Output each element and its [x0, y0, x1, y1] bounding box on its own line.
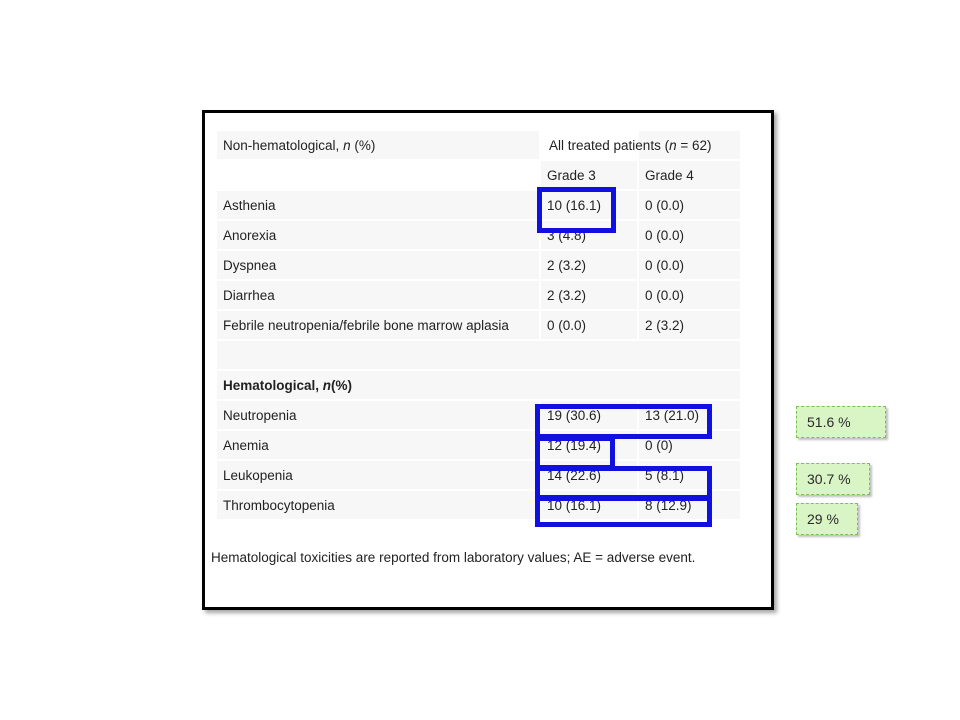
- row-grade3: 14 (22.6): [540, 460, 638, 490]
- header-group-suffix: = 62): [676, 137, 712, 153]
- header-group-var: n: [669, 137, 677, 153]
- row-grade3: 2 (3.2): [540, 280, 638, 310]
- table-footnote: Hematological toxicities are reported from laboratory values; AE = adverse event.: [211, 550, 696, 565]
- hematological-section-row: [216, 370, 741, 400]
- percentage-badge: 30.7 %: [796, 463, 870, 495]
- header-group: [549, 130, 741, 160]
- highlight-leukopenia-both: [535, 466, 712, 500]
- highlight-thrombocytopenia-both: [535, 496, 712, 527]
- table-row: [216, 190, 741, 220]
- table-spacer-row: [216, 340, 741, 370]
- row-grade4: 0 (0): [638, 430, 741, 460]
- row-grade3: 2 (3.2): [540, 250, 638, 280]
- table-row: [216, 310, 741, 340]
- toxicity-table: [215, 129, 742, 521]
- highlight-asthenia-grade3: [537, 187, 616, 233]
- row-grade3: 3 (4.8): [540, 220, 638, 250]
- percentage-badge: 51.6 %: [796, 406, 886, 438]
- row-grade3: 0 (0.0): [540, 310, 638, 340]
- hematological-section-header: [216, 370, 741, 400]
- header-grade4: Grade 4: [638, 160, 741, 190]
- header-category-suffix: (%): [350, 137, 376, 153]
- row-name: Leukopenia: [216, 460, 540, 490]
- row-grade4: 8 (12.9): [638, 490, 741, 520]
- table-row: [216, 220, 741, 250]
- header-category-text: Non-hematological,: [223, 137, 344, 153]
- row-grade4: 0 (0.0): [638, 250, 741, 280]
- row-grade3: 10 (16.1): [540, 490, 638, 520]
- row-name: Anorexia: [216, 220, 540, 250]
- row-name: Neutropenia: [216, 400, 540, 430]
- section-header-suffix: (%): [331, 377, 353, 393]
- row-grade4: 0 (0.0): [638, 220, 741, 250]
- percentage-badge: 29 %: [796, 503, 858, 535]
- row-grade4: 13 (21.0): [638, 400, 741, 430]
- table-header-row: [216, 130, 741, 160]
- row-name: Thrombocytopenia: [216, 490, 540, 520]
- highlight-neutropenia-both: [535, 404, 712, 439]
- row-grade3: 19 (30.6): [540, 400, 638, 430]
- row-grade3: 12 (19.4): [540, 430, 638, 460]
- header-category: [216, 130, 540, 160]
- header-grade3: Grade 3: [540, 160, 638, 190]
- table-grade-row: [216, 160, 741, 190]
- table-frame: [202, 110, 774, 610]
- highlight-anemia-grade3: [535, 436, 615, 470]
- table-row: [216, 280, 741, 310]
- row-grade4: 2 (3.2): [638, 310, 741, 340]
- row-name: Febrile neutropenia/febrile bone marrow aplasia: [216, 310, 540, 340]
- row-name: Diarrhea: [216, 280, 540, 310]
- header-group-text: All treated patients (: [549, 137, 670, 153]
- spacer-cell: [216, 340, 741, 370]
- row-grade3: 10 (16.1): [540, 190, 638, 220]
- row-grade4: 0 (0.0): [638, 280, 741, 310]
- header-category-var: n: [343, 137, 351, 153]
- section-header-var: n: [322, 377, 332, 393]
- grade-row-spacer: [216, 160, 540, 190]
- table-row: [216, 250, 741, 280]
- row-name: Anemia: [216, 430, 540, 460]
- row-grade4: 5 (8.1): [638, 460, 741, 490]
- row-grade4: 0 (0.0): [638, 190, 741, 220]
- row-name: Dyspnea: [216, 250, 540, 280]
- row-name: Asthenia: [216, 190, 540, 220]
- section-header-text: Hematological,: [223, 377, 323, 393]
